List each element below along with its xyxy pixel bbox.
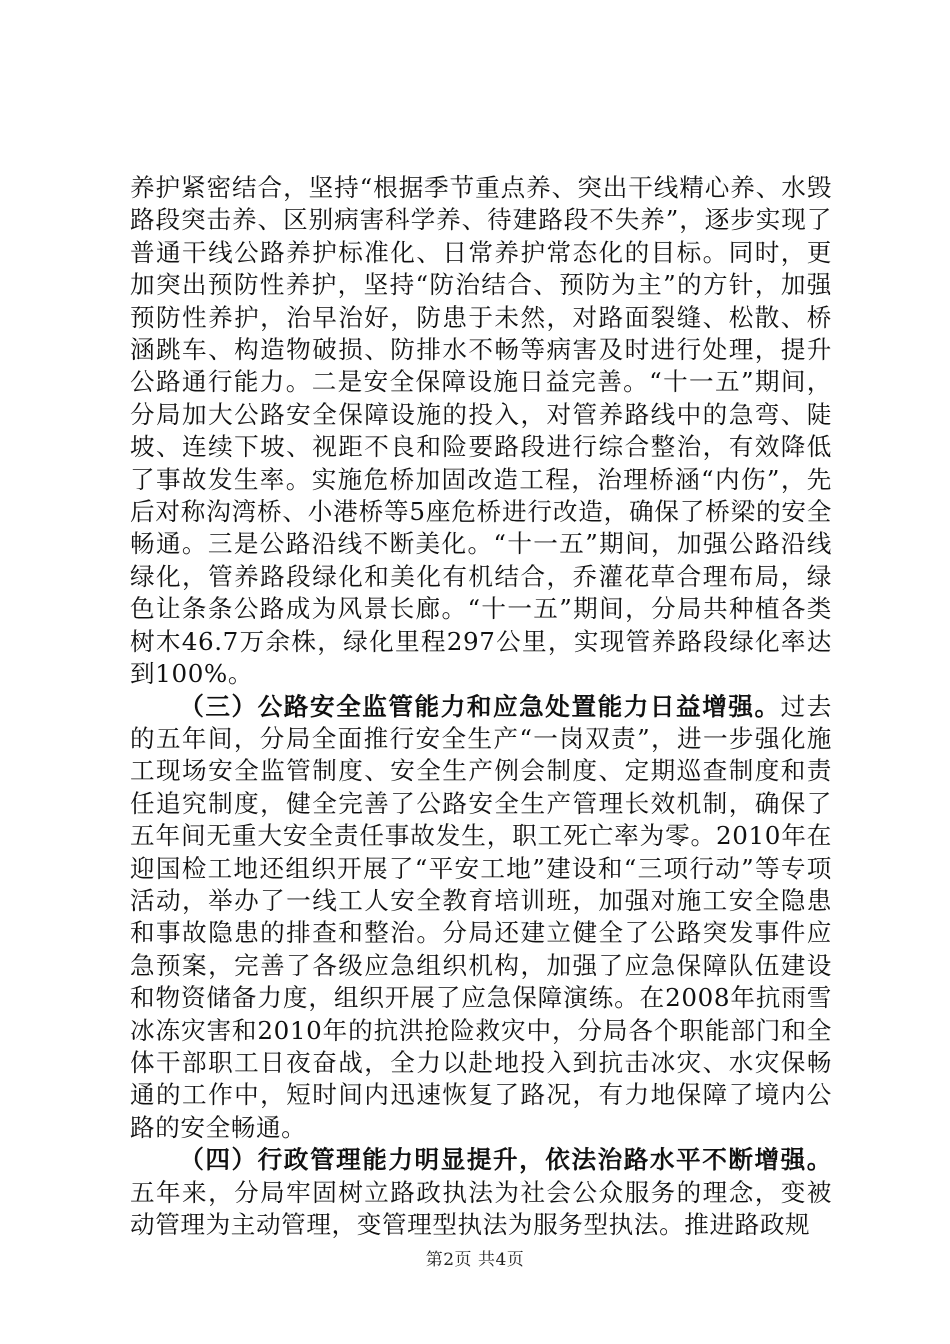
document-body — [130, 172, 832, 1241]
section-heading-4: （四）行政管理能力明显提升，依法治路水平不断增强。 — [179, 1145, 832, 1175]
paragraph-3 — [130, 1144, 832, 1241]
page-number: 第2页 共4页 — [425, 1250, 525, 1270]
paragraph-3-text: 五年来，分局牢固树立路政执法为社会公众服务的理念，变被动管理为主动管理，变管理型执法为服务型执法。推进路政规 — [130, 1177, 832, 1239]
paragraph-2 — [130, 691, 832, 1145]
paragraph-1-text: 养护紧密结合，坚持“根据季节重点养、突出干线精心养、水毁路段突击养、区别病害科学养、待建路段不失养”，逐步实现了普通干线公路养护标准化、日常养护常态化的目标。同时，更加突出预防性养护，坚持“防治结合、预防为主”的方针，加强预防性养护，治早治好，防患于未然，对路面裂缝、松散、桥涵跳车、构造物破损、防排水不畅等病害及时进行处理，提升公路通行能力。二是安全保障设施日益完善。“十一五”期间，分局加大公路安全保障设施的投入，对管养路线中的急弯、陡坡、连续下坡、视距不良和险要路段进行综合整治，有效降低了事故发生率。实施危桥加固改造工程，治理桥涵“内伤”，先后对称沟湾桥、小港桥等5座危桥进行改造，确保了桥梁的安全畅通。三是公路沿线不断美化。“十一五”期间，加强公路沿线绿化，管养路段绿化和美化有机结合，乔灌花草合理布局，绿色让条条公路成为风景长廊。“十一五”期间，分局共种植各类树木46.7万余株，绿化里程297公里，实现管养路段绿化率达到100%。 — [130, 173, 832, 689]
paragraph-2-text: 过去的五年间，分局全面推行安全生产“一岗双责”，进一步强化施工现场安全监管制度、安全生产例会制度、定期巡查制度和责任追究制度，健全完善了公路安全生产管理长效机制，确保了五年间无重大安全责任事故发生，职工死亡率为零。2010年在迎国检工地还组织开展了“平安工地”建设和“三项行动”等专项活动，举办了一线工人安全教育培训班，加强对施工安全隐患和事故隐患的排查和整治。分局还建立健全了公路突发事件应急预案，完善了各级应急组织机构，加强了应急保障队伍建设和物资储备力度，组织开展了应急保障演练。在2008年抗雨雪冰冻灾害和2010年的抗洪抢险救灾中，分局各个职能部门和全体干部职工日夜奋战，全力以赴地投入到抗击冰灾、水灾保畅通的工作中，短时间内迅速恢复了路况，有力地保障了境内公路的安全畅通。 — [130, 691, 833, 1142]
page-footer — [0, 1245, 950, 1270]
section-heading-3: （三）公路安全监管能力和应急处置能力日益增强。 — [179, 691, 781, 721]
paragraph-1 — [130, 172, 832, 691]
